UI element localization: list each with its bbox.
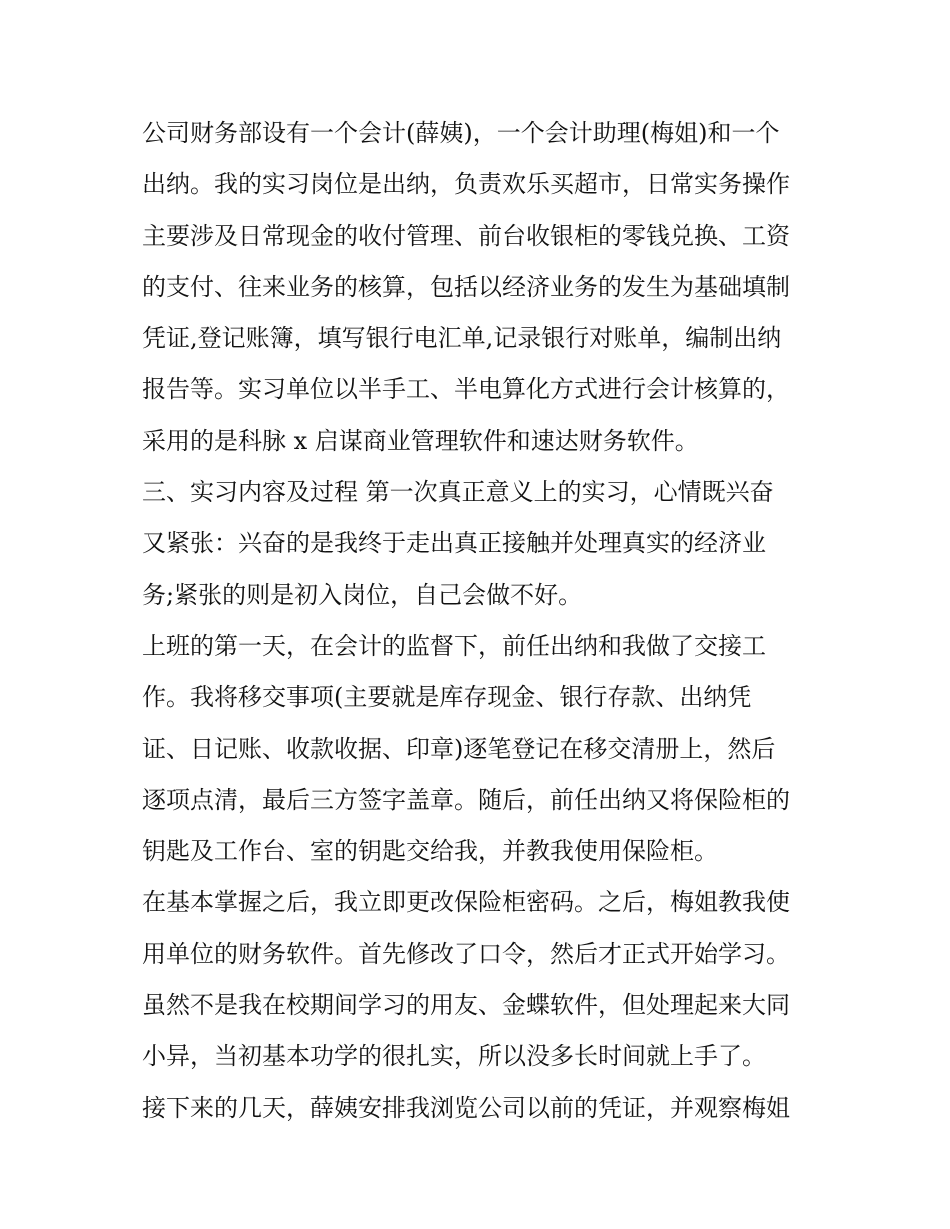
text-line: 采用的是科脉 x 启谋商业管理软件和速达财务软件。 [142, 426, 699, 455]
text-line: 又紧张：兴奋的是我终于走出真正接触并处理真实的经济业 [142, 529, 766, 558]
text-line: 钥匙及工作台、室的钥匙交给我，并教我使用保险柜。 [142, 837, 718, 866]
document-body [142, 108, 822, 1134]
text-line: 小异，当初基本功学的很扎实，所以没多长时间就上手了。 [142, 1042, 766, 1071]
text-line: 报告等。实习单位以半手工、半电算化方式进行会计核算的， [142, 375, 790, 404]
text-line: 作。我将移交事项(主要就是库存现金、银行存款、出纳凭 [142, 683, 752, 712]
text-line: 证、日记账、收款收据、印章)逐笔登记在移交清册上，然后 [142, 734, 776, 763]
text-line: 务;紧张的则是初入岗位，自己会做不好。 [142, 580, 583, 609]
text-line: 主要涉及日常现金的收付管理、前台收银柜的零钱兑换、工资 [142, 221, 790, 250]
text-line: 上班的第一天，在会计的监督下，前任出纳和我做了交接工 [142, 631, 766, 660]
text-line: 公司财务部设有一个会计(薛姨)，一个会计助理(梅姐)和一个 [142, 119, 780, 147]
text-line: 的支付、往来业务的核算，包括以经济业务的发生为基础填制 [142, 272, 790, 301]
text-line: 接下来的几天，薛姨安排我浏览公司以前的凭证，并观察梅姐 [142, 1093, 790, 1122]
section-heading-line: 三、实习内容及过程 第一次真正意义上的实习，心情既兴奋 [142, 478, 774, 507]
text-line: 出纳。我的实习岗位是出纳，负责欢乐买超市，日常实务操作 [142, 170, 790, 199]
text-line: 凭证,登记账簿，填写银行电汇单,记录银行对账单，编制出纳 [142, 324, 782, 353]
text-line: 虽然不是我在校期间学习的用友、金蝶软件，但处理起来大同 [142, 991, 790, 1020]
text-line: 用单位的财务软件。首先修改了口令，然后才正式开始学习。 [142, 939, 790, 968]
text-line: 逐项点清，最后三方签字盖章。随后，前任出纳又将保险柜的 [142, 785, 790, 814]
text-line: 在基本掌握之后，我立即更改保险柜密码。之后，梅姐教我使 [142, 888, 790, 917]
